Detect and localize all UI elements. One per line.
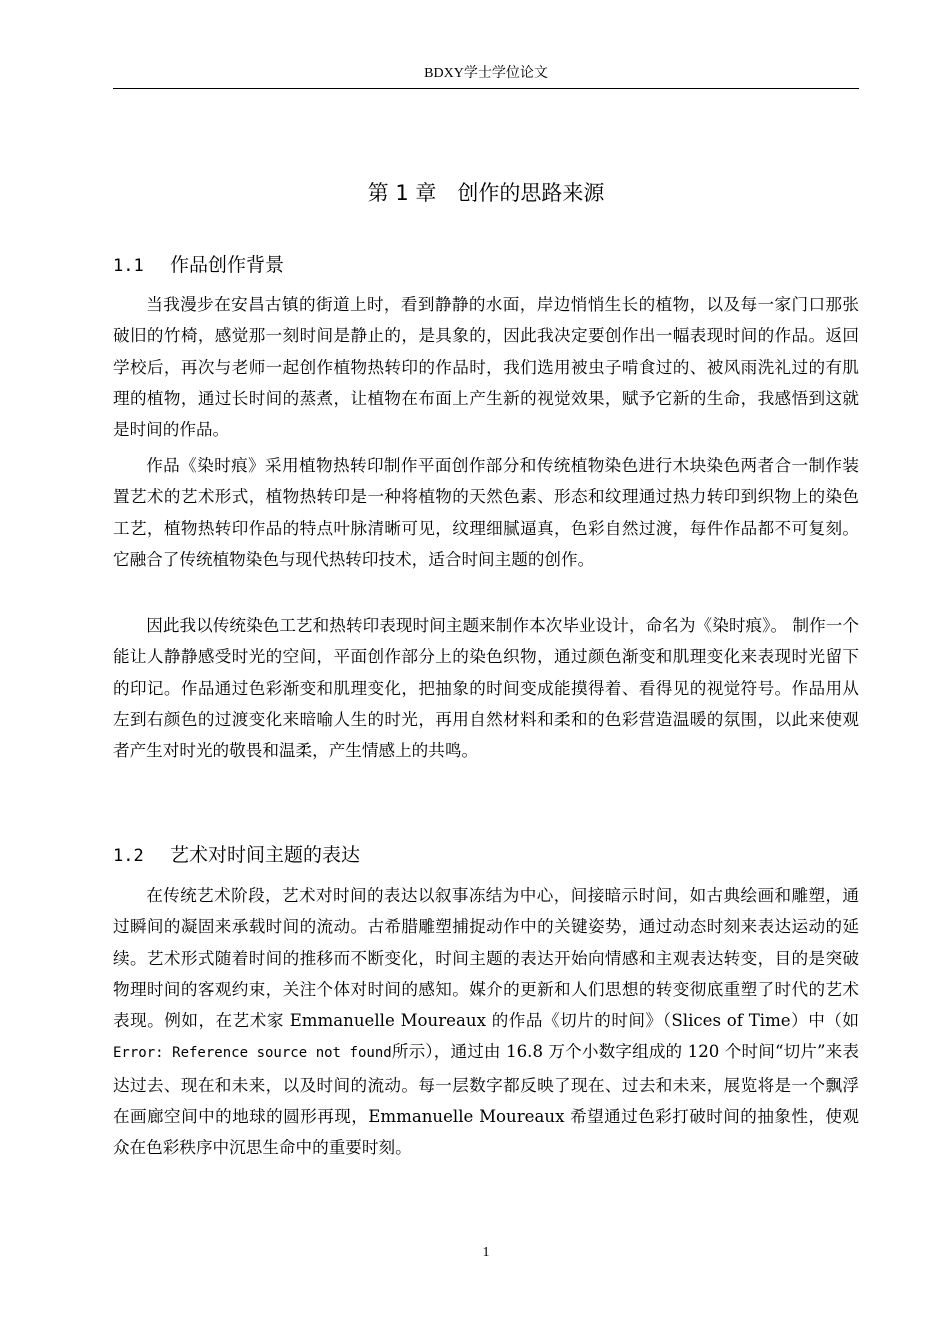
page-number: 1 [482, 1245, 490, 1260]
section-title-text: 作品创作背景 [170, 254, 285, 276]
section-title-text: 艺术对时间主题的表达 [170, 844, 361, 866]
paragraph-text: 在传统艺术阶段，艺术对时间的表达以叙事冻结为中心，间接暗示时间，如古典绘画和雕塑，通过瞬间的凝固来承载时间的流动。古希腊雕塑捕捉动作中的关键姿势，通过动态时刻来表达运动的延续。艺术形式随着时间的推移而不断变化，时间主题的表达开始向情感和主观表达转变，目的是突破物理时间的客观约束，关注个体对时间的感知。媒介的更新和人们思想的转变彻底重塑了时代的艺术表现。例如，在艺术家 Emmanuelle Moureaux 的作品《切片的时间》（Slices of Time）中（如 [113, 886, 859, 1031]
chapter-title: 第 1 章 创作的思路来源 [367, 181, 605, 205]
body-paragraph [113, 880, 859, 1164]
body-paragraph: 作品《染时痕》采用植物热转印制作平面创作部分和传统植物染色进行木块染色两者合一制作装置艺术的艺术形式，植物热转印是一种将植物的天然色素、形态和纹理通过热力转印到织物上的染色工艺，植物热转印作品的特点叶脉清晰可见，纹理细腻逼真，色彩自然过渡，每件作品都不可复刻。它融合了传统植物染色与现代热转印技术，适合时间主题的创作。 [113, 456, 859, 569]
section-heading-1-1 [113, 251, 859, 280]
running-header: BDXY学士学位论文 [424, 66, 548, 81]
section-number: 1.2 [113, 846, 144, 866]
cross-reference-error: Error: Reference source not found [113, 1045, 392, 1062]
body-paragraph: 当我漫步在安昌古镇的街道上时，看到静静的水面，岸边悄悄生长的植物，以及每一家门口那张破旧的竹椅，感觉那一刻时间是静止的，是具象的，因此我决定要创作出一幅表现时间的作品。返回学校后，再次与老师一起创作植物热转印的作品时，我们选用被虫子啃食过的、被风雨洗礼过的有肌理的植物，通过长时间的蒸煮，让植物在布面上产生新的视觉效果，赋予它新的生命，我感悟到这就是时间的作品。 [113, 295, 859, 440]
body-paragraph: 因此我以传统染色工艺和热转印表现时间主题来制作本次毕业设计，命名为《染时痕》。 制作一个能让人静静感受时光的空间，平面创作部分上的染色织物，通过颜色渐变和肌理变化来表现时光留下的印记。作品通过色彩渐变和肌理变化，把抽象的时间变成能摸得着、看得见的视觉符号。作品用从左到右颜色的过渡变化来暗喻人生的时光，再用自然材料和柔和的色彩营造温暖的氛围，以此来使观者产生对时光的敬畏和温柔，产生情感上的共鸣。 [113, 616, 859, 761]
section-number: 1.1 [113, 256, 144, 276]
header-rule [113, 88, 859, 89]
paragraph-text: 所示），通过由 16.8 万个小数字组成的 120 个时间“切片”来表达过去、现在和未来，以及时间的流动。每一层数字都反映了现在、过去和未来，展览将是一个飘浮在画廊空间中的地球的圆形再现，Emmanuelle Moureaux 希望通过色彩打破时间的抽象性，使观众在色彩秩序中沉思生命中的重要时刻。 [113, 1042, 859, 1158]
section-heading-1-2 [113, 841, 859, 870]
